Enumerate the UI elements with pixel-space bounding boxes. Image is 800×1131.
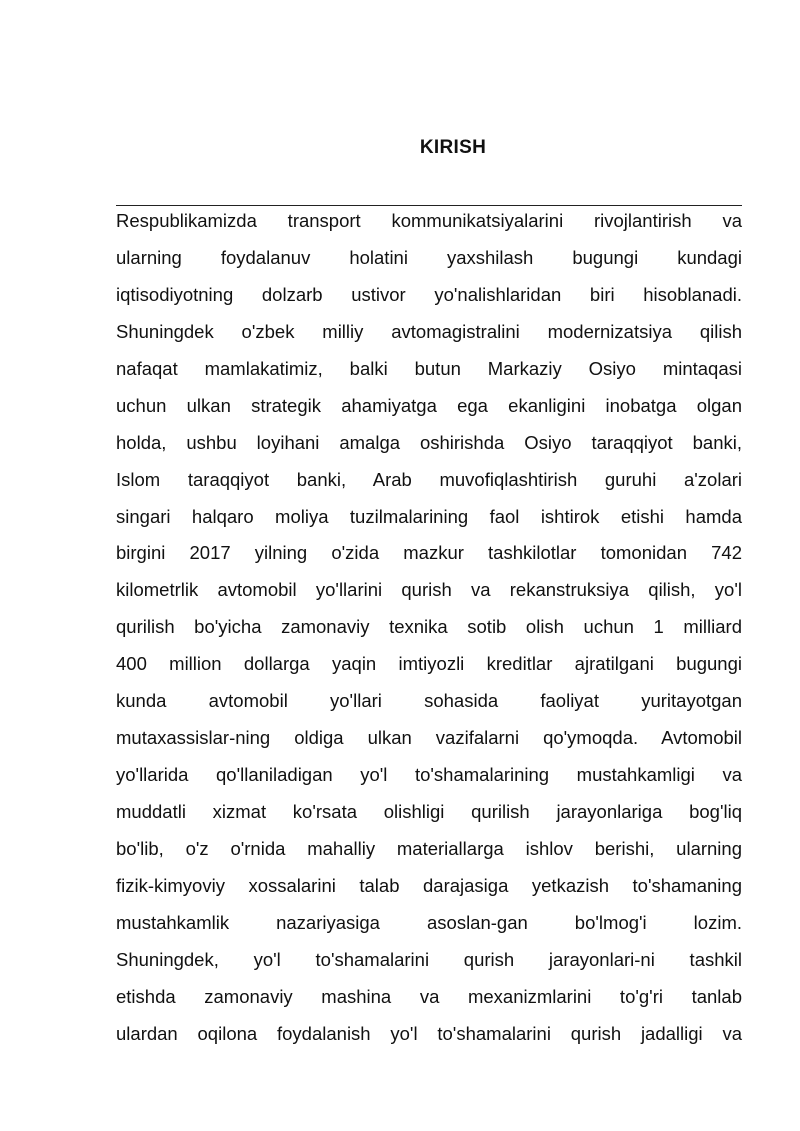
text-line: fizik-kimyoviy xossalarini talab darajasiga yetkazish to'shamaning [116, 874, 742, 896]
text-line: 400 million dollarga yaqin imtiyozli kreditlar ajratilgani bugungi [116, 653, 742, 675]
text-line: iqtisodiyotning dolzarb ustivor yo'nalishlaridan biri hisoblanadi. [116, 283, 742, 305]
text-line: uchun ulkan strategik ahamiyatga ega ekanligini inobatga olgan [116, 394, 742, 416]
text-line: yo'llarida qo'llaniladigan yo'l to'shamalarining mustahkamligi va [116, 764, 742, 786]
text-line: muddatli xizmat ko'rsata olishligi qurilish jarayonlariga bog'liq [116, 801, 742, 822]
text-line: nafaqat mamlakatimiz, balki butun Markaziy Osiyo mintaqasi [116, 357, 742, 379]
text-line: kilometrlik avtomobil yo'llarini qurish va rekanstruksiya qilish, yo'l [116, 579, 742, 601]
text-line: birgini 2017 yilning o'zida mazkur tashkilotlar tomonidan 742 [116, 542, 742, 564]
text-line: mustahkamlik nazariyasiga asoslan-gan bo'lmog'i lozim. [116, 911, 742, 933]
body-text [116, 203, 742, 1053]
text-line: Shuningdek, yo'l to'shamalarini qurish jarayonlari-ni tashkil [116, 948, 742, 970]
text-line: etishda zamonaviy mashina va mexanizmlarini to'g'ri tanlab [116, 985, 742, 1007]
text-line: singari halqaro moliya tuzilmalarining faol ishtirok etishi hamda [116, 505, 742, 527]
page-title: KIRISH [419, 137, 487, 158]
text-line: qurilish bo'yicha zamonaviy texnika sotib olish uchun 1 milliard [116, 616, 742, 638]
text-line: bo'lib, o'z o'rnida mahalliy materiallarga ishlov berishi, ularning [116, 837, 742, 859]
text-line: ularning foydalanuv holatini yaxshilash bugungi kundagi [116, 246, 742, 268]
text-line: mutaxassislar-ning oldiga ulkan vazifalarni qo'ymoqda. Avtomobil [116, 727, 742, 749]
text-line: Islom taraqqiyot banki, Arab muvofiqlashtirish guruhi a'zolari [116, 468, 742, 490]
text-line: Shuningdek o'zbek milliy avtomagistralini modernizatsiya qilish [116, 320, 742, 342]
text-line: holda, ushbu loyihani amalga oshirishda Osiyo taraqqiyot banki, [116, 431, 742, 453]
text-line: Respublikamizda transport kommunikatsiyalarini rivojlantirish va [116, 210, 742, 231]
text-line: ulardan oqilona foydalanish yo'l to'shamalarini qurish jadalligi va [116, 1022, 742, 1044]
text-line: kunda avtomobil yo'llari sohasida faoliyat yuritayotgan [116, 690, 742, 712]
